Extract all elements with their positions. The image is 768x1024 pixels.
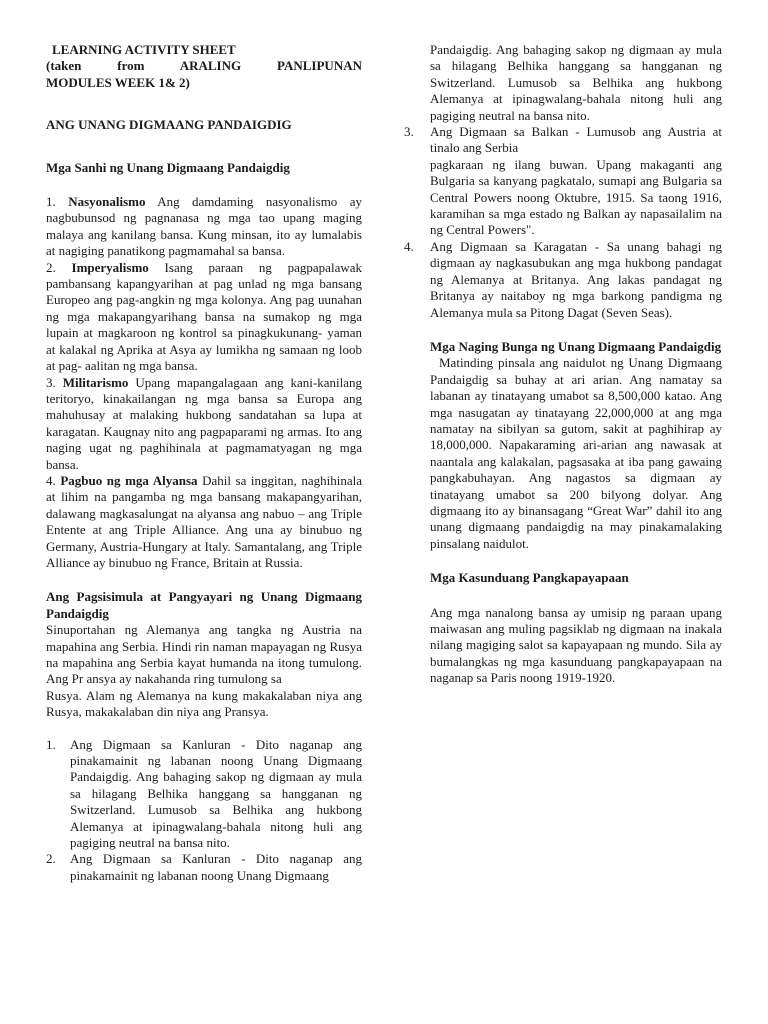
cause-militarismo: 3. Militarismo Upang mapangalagaan ang kani-kanilang teritoryo, kinakailangan ng mga bansa sa Europa ang mahuhusay at malaking hukbong sandatahan sa lupa at karagatan. Kaugnay nito ang pagpaparami ng armas. Ito ang naging ugat ng paghihinala at pagmamatyagan ng mga bansa.: [46, 374, 363, 472]
causes-heading: Mga Sanhi ng Unang Digmaang Pandaigdig: [46, 159, 290, 175]
sheet-source-line: (taken from ARALING PANLIPUNAN: [46, 58, 362, 74]
list-item: 2. Ang Digmaan sa Kanluran - Dito naganap ang pinakamainit ng labanan noong Unang Digmaang: [46, 851, 362, 883]
cause-term: Militarismo: [62, 374, 129, 390]
results-heading: Mga Naging Bunga ng Unang Digmaang Pandaigdig: [430, 338, 722, 354]
peace-paragraph: Ang mga nanalong bansa ay umisip ng paraan upang maiwasan ang muling pagsiklab ng digmaan na inakala nilang magiging salot sa kapayapaan ng mundo. Sila ay bumalangkas ng mga kasunduang pangkapayapaan na naganap sa Paris noong 1919-1920.: [430, 604, 722, 686]
cause-alyansa: 4. Pagbuo ng mga Alyansa Dahil sa inggitan, naghihinala at lihim na pangamba ng mga bansang makapangyarihan, dalawang magkasalungat na alyansa ang nabuo – ang Triple Entente at ang Triple Alliance. Ang una ay binubuo ng Germany, Austria-Hungary at Italy. Samantalang, ang Triple Alliance ay binubuo ng France, Britain at Russia.: [46, 472, 362, 570]
main-heading: ANG UNANG DIGMAANG PANDAIGDIG: [46, 117, 292, 133]
cause-nasyonalismo: 1. Nasyonalismo Ang damdaming nasyonalismo ay nagbubunsod ng pagnanasa ng mga tao upang maging malaya ang kanilang bansa. Kung minsan, ito ay lumalabis at nagiging panatikong pagmamahal sa bansa.: [46, 194, 363, 259]
start-paragraph-cont: Rusya. Alam ng Alemanya na kung makakalaban niya ang Rusya, makakalaban din niya ang Pransya.: [46, 687, 362, 720]
sheet-source-line-2: MODULES WEEK 1& 2): [46, 74, 190, 90]
start-heading: Ang Pagsisimula at Pangyayari ng Unang Digmaang Pandaigdig: [46, 589, 362, 621]
cause-imperyalismo: 2. Imperyalismo Isang paraan ng pagpapalawak pambansang kapangyarihan at pag unlad ng mga bansang Europeo ang pag-angkin ng mga kolonya. Ang pag uunahan ng mga makapangyarihang bansa na sumakop ng mga lupain at magkaroon ng kontrol sa pinagkukunang- yaman at kalakal ng Aprika at Asya ay lumikha ng samaan ng loob at pag- aalitan ng mga bansa.: [46, 259, 362, 374]
list-item: 4. Ang Digmaan sa Karagatan - Sa unang bahagi ng digmaan ay nagkasubukan ang mga hukbong pandagat ng Alemanya at Britanya. Ang lakas pandagat ng Britanya ay naitaboy ng mga barkong pandigma ng Alemanya mula sa Pitong Dagat (Seven Seas).: [404, 238, 722, 320]
results-paragraph: Matinding pinsala ang naidulot ng Unang Digmaang Pandaigdig sa buhay at ari arian. Ang namatay sa labanan ay tinatayang umabot sa 8,500,000 katao. Ang mga nasugatan ay tinatayang 22,000,000 at ang mga namatay na sibilyan sa gutom, sakit at paghihirap ay 18,000,000. Napakaraming ari-arian ang nawasak at naantala ang kalakalan, pagsasaka at iba pang gawaing pangkabuhayan. Ang nagastos sa digmaan ay tinatayang umabot sa 200 bilyong dolyar. Ang digmaang ito ay binansagang “Great War” dahil ito ang unang digmaang pandaigdig na may pinakamalaking pinsalang naidulot.: [430, 355, 722, 551]
list-item: 1. Ang Digmaan sa Kanluran - Dito naganap ang pinakamainit ng labanan noong Unang Digmaang Pandaigdig. Ang bahaging sakop ng digmaan ay mula sa hilagang Belhika hanggang sa hangganan ng Switzerland. Lumusob sa Belhika ang hukbong Alemanya at ipinagwalang-bahala nitong huli ang pagiging neutral na bansa nito.: [46, 736, 362, 851]
start-paragraph: Sinuportahan ng Alemanya ang tangka ng Austria na mapahina ang Serbia. Hindi rin naman mapayagan ng Rusya na mapahina ang Serbia kayat humanda na itong tumulong. Ang Pr ansya ay nakahanda ring tumulong sa: [46, 622, 362, 687]
list-item-body: pagkaraan ng ilang buwan. Upang makaganti ang Bulgaria sa kanyang pagkatalo, sumapi ang Bulgaria sa Central Powers noong Oktubre, 1915. Sa taong 1916, karamihan sa mga estado ng Balkan ay napasailalim na ng Central Powers".: [430, 156, 722, 238]
right-column: [404, 42, 722, 687]
peace-heading: Mga Kasunduang Pangkapayapaan: [430, 570, 629, 586]
cause-term: Nasyonalismo: [68, 194, 146, 210]
front-list: [46, 737, 362, 885]
list-item-continuation: Pandaigdig. Ang bahaging sakop ng digmaan ay mula sa hilagang Belhika hanggang sa hangganan ng Switzerland. Lumusob sa Belhika ang hukbong Alemanya at ipinagwalang-bahala nitong huli ang pagiging neutral na bansa nito.: [430, 42, 722, 123]
cause-term: Imperyalismo: [71, 259, 149, 275]
sheet-title: LEARNING ACTIVITY SHEET: [52, 42, 236, 57]
left-column: [46, 42, 362, 884]
list-item: 3. Ang Digmaan sa Balkan - Lumusob ang Austria at tinalo ang Serbia: [404, 124, 722, 156]
cause-term: Pagbuo ng mga Alyansa: [60, 472, 198, 488]
